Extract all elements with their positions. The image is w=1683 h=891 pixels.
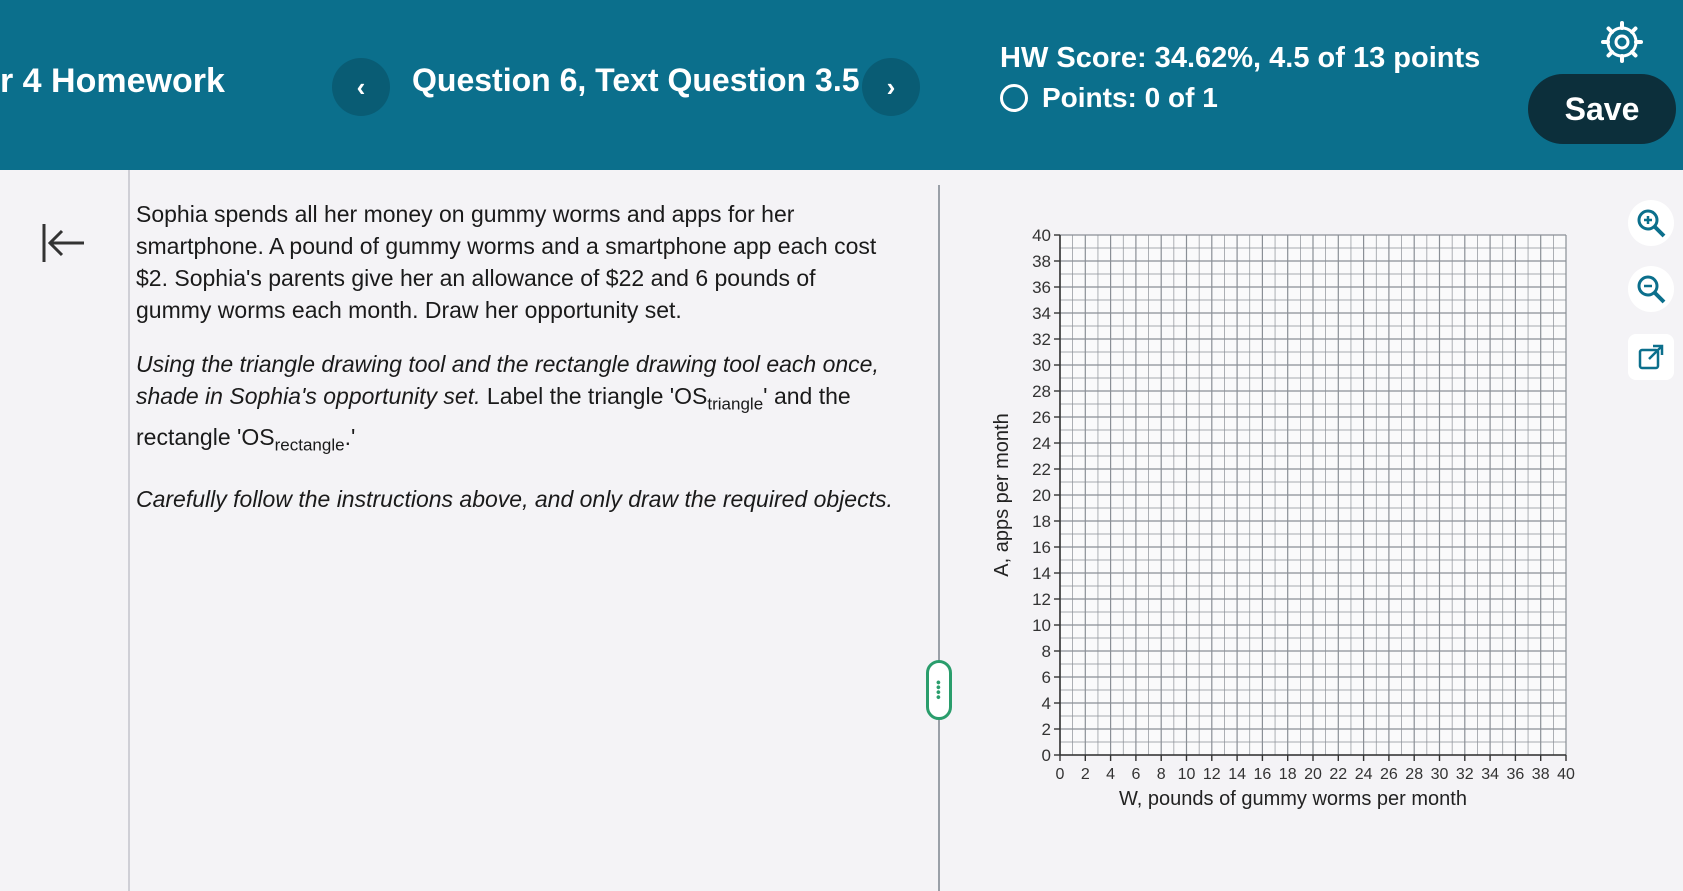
question-title[interactable]: Question 6, Text Question 3.5 <box>412 62 860 98</box>
gear-icon[interactable] <box>1600 20 1644 64</box>
y-axis-label: A, apps per month <box>991 413 1013 577</box>
question-paragraph-1: Sophia spends all her money on gummy worms and apps for her smartphone. A pound of gummy worms and a smartphone app each cost $2. Sophia's parents give her an allowance of $22 and 6 pounds of gummy worms each month. Draw her opportunity set. <box>136 201 877 323</box>
y-tick-label: 4 <box>1041 694 1051 713</box>
x-tick-label: 8 <box>1156 766 1166 783</box>
zoom-out-icon <box>1635 273 1667 305</box>
x-tick-label: 10 <box>1177 766 1196 783</box>
x-tick-label: 6 <box>1131 766 1141 783</box>
x-tick-label: 38 <box>1531 766 1550 783</box>
y-tick-label: 2 <box>1041 720 1051 739</box>
external-link-icon <box>1636 342 1666 372</box>
y-tick-label: 0 <box>1041 746 1051 765</box>
x-tick-label: 18 <box>1278 766 1297 783</box>
triangle-subscript: triangle <box>707 394 764 414</box>
y-tick-label: 16 <box>1032 538 1051 557</box>
y-tick-label: 6 <box>1041 668 1051 687</box>
x-tick-label: 30 <box>1430 766 1449 783</box>
next-question-button[interactable]: › <box>862 58 920 116</box>
rectangle-subscript: rectangle <box>274 435 345 455</box>
y-tick-label: 32 <box>1032 330 1051 349</box>
y-tick-label: 18 <box>1032 512 1051 531</box>
x-tick-label: 22 <box>1329 766 1348 783</box>
x-tick-label: 26 <box>1380 766 1398 783</box>
hw-score: HW Score: 34.62%, 4.5 of 13 points <box>1000 42 1481 74</box>
previous-question-button[interactable]: ‹ <box>332 58 390 116</box>
y-tick-label: 30 <box>1032 356 1051 375</box>
save-button[interactable]: Save <box>1528 74 1676 144</box>
x-tick-label: 0 <box>1055 766 1065 783</box>
y-tick-label: 10 <box>1032 616 1051 635</box>
x-tick-label: 16 <box>1253 766 1272 783</box>
y-tick-label: 24 <box>1032 434 1051 453</box>
os-label-open: 'OS <box>669 383 708 409</box>
y-tick-label: 28 <box>1032 382 1051 401</box>
x-axis-label: W, pounds of gummy worms per month <box>1119 788 1467 810</box>
y-tick-label: 38 <box>1032 252 1051 271</box>
y-tick-label: 14 <box>1032 564 1051 583</box>
os-label-close: .' <box>344 423 356 450</box>
os-rectangle-text: ' and the rectangle 'OS <box>136 383 851 450</box>
popout-button[interactable] <box>1628 334 1674 380</box>
opportunity-set-graph[interactable] <box>990 220 1590 820</box>
points-text: Points: 0 of 1 <box>1042 82 1218 113</box>
homework-title: r 4 Homework <box>0 62 225 100</box>
top-header <box>0 0 1683 170</box>
pane-resize-handle[interactable] <box>926 660 952 720</box>
x-tick-label: 36 <box>1506 766 1525 783</box>
x-tick-label: 20 <box>1304 766 1322 783</box>
y-tick-label: 8 <box>1041 642 1051 661</box>
y-tick-label: 22 <box>1032 460 1051 479</box>
collapse-arrow-icon[interactable] <box>40 220 86 266</box>
sidebar-divider <box>128 170 130 891</box>
y-tick-label: 26 <box>1032 408 1051 427</box>
label-instruction: Label the triangle <box>486 383 664 409</box>
y-tick-label: 36 <box>1032 278 1051 297</box>
x-tick-label: 32 <box>1455 766 1474 783</box>
points-circle-icon <box>1000 84 1028 112</box>
question-paragraph-2 <box>136 348 896 461</box>
y-tick-label: 20 <box>1032 486 1051 505</box>
x-tick-label: 28 <box>1405 766 1424 783</box>
y-tick-label: 40 <box>1032 226 1051 245</box>
x-tick-label: 24 <box>1354 766 1373 783</box>
points-status <box>1000 82 1218 114</box>
x-tick-label: 4 <box>1106 766 1116 783</box>
x-tick-label: 34 <box>1481 766 1499 783</box>
question-text <box>136 198 896 537</box>
x-tick-label: 14 <box>1228 766 1246 783</box>
instruction-text: Using the triangle drawing tool and the rectangle drawing tool each once, shade in Sophia's opportunity set. <box>136 351 879 409</box>
zoom-in-button[interactable] <box>1628 200 1674 246</box>
pane-divider <box>938 185 940 891</box>
y-tick-label: 34 <box>1032 304 1051 323</box>
x-tick-label: 2 <box>1080 766 1090 783</box>
zoom-in-icon <box>1635 207 1667 239</box>
x-tick-label: 12 <box>1202 766 1221 783</box>
question-paragraph-3: Carefully follow the instructions above, and only draw the required objects. <box>136 486 893 513</box>
y-tick-label: 12 <box>1032 590 1051 609</box>
drag-dots-icon: •••• <box>931 680 947 700</box>
x-tick-label: 40 <box>1557 766 1575 783</box>
zoom-out-button[interactable] <box>1628 266 1674 312</box>
